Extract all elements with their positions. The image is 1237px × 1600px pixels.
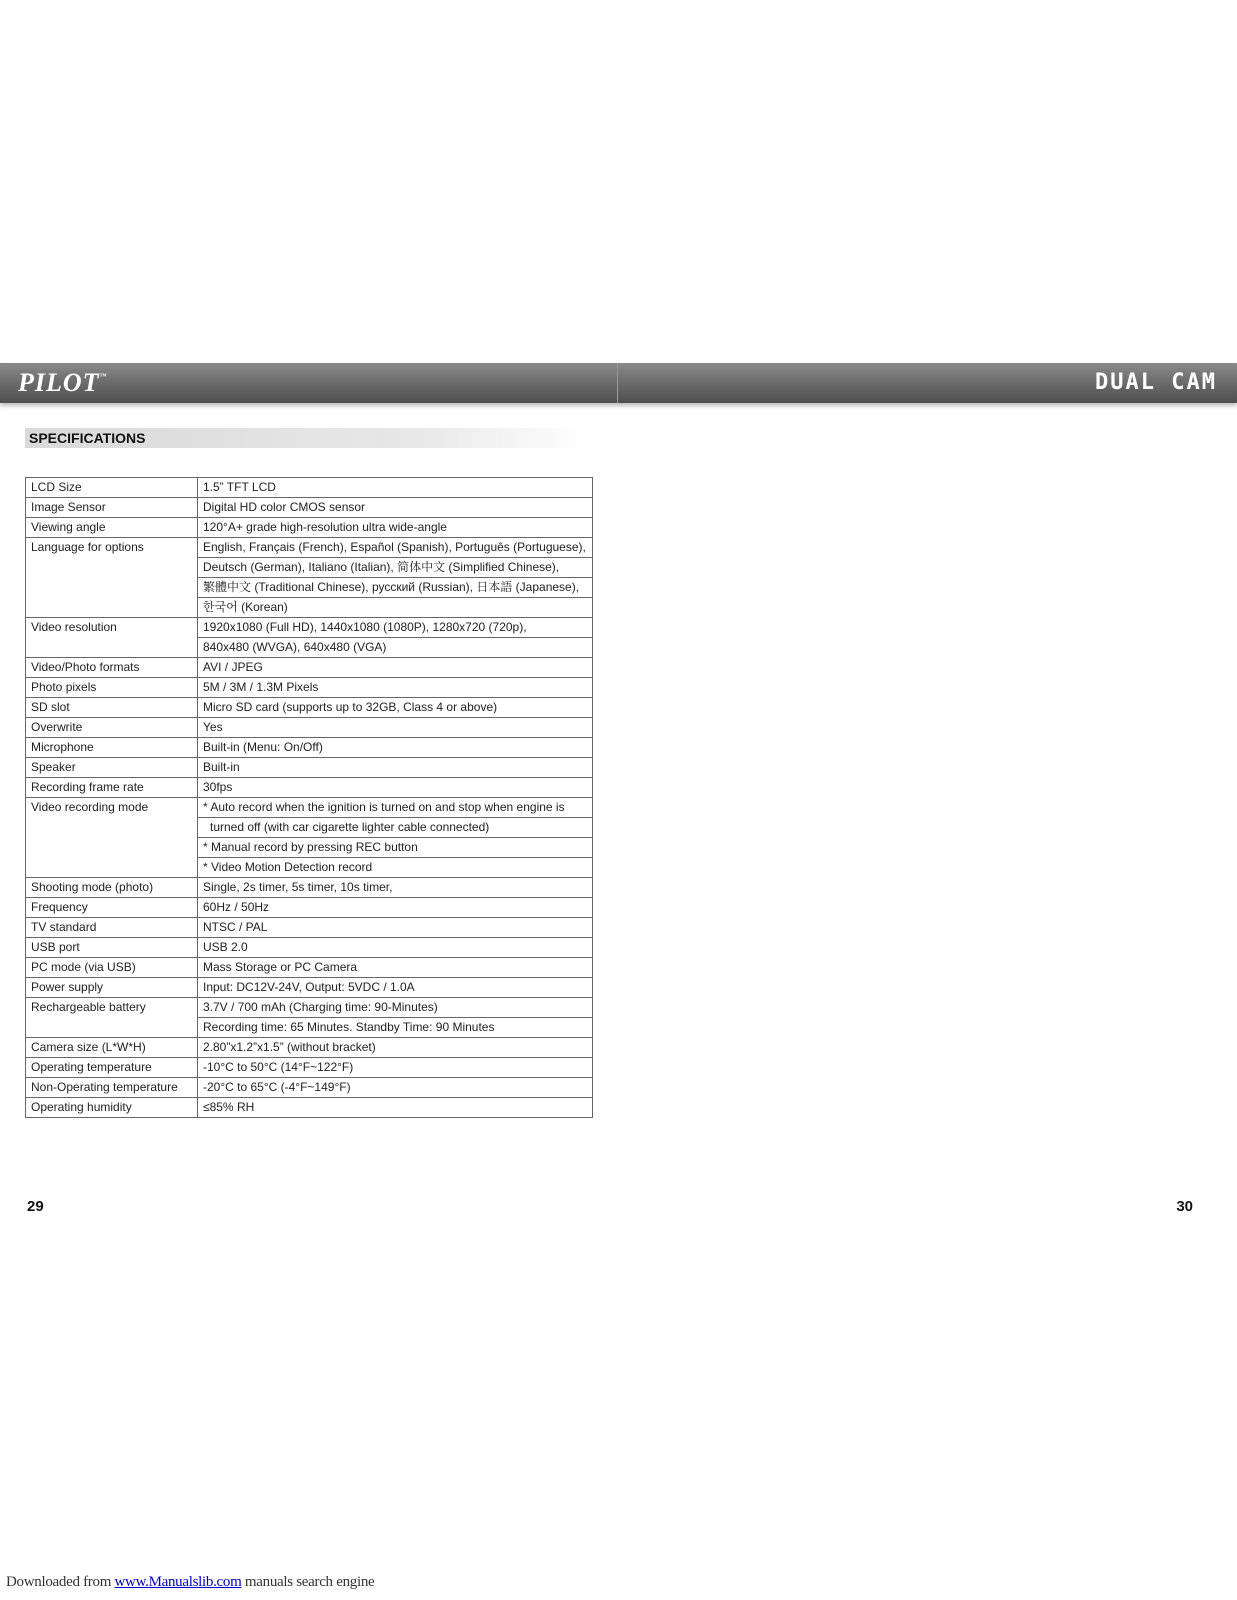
spec-value: -10°C to 50°C (14°F~122°F) bbox=[198, 1058, 593, 1078]
spec-value: 120°A+ grade high-resolution ultra wide-angle bbox=[198, 518, 593, 538]
spec-value: turned off (with car cigarette lighter cable connected) bbox=[198, 818, 593, 838]
spec-value: ≤85% RH bbox=[198, 1098, 593, 1118]
spec-value: Single, 2s timer, 5s timer, 10s timer, bbox=[198, 878, 593, 898]
table-row bbox=[26, 978, 593, 998]
spec-value: NTSC / PAL bbox=[198, 918, 593, 938]
table-row bbox=[26, 898, 593, 918]
footer-note bbox=[6, 1574, 374, 1591]
page-number-left: 29 bbox=[27, 1198, 44, 1215]
spec-label: Operating temperature bbox=[26, 1058, 198, 1078]
manualslib-link[interactable]: www.Manualslib.com bbox=[114, 1574, 242, 1590]
spec-label: Power supply bbox=[26, 978, 198, 998]
table-row bbox=[26, 698, 593, 718]
spec-value: Mass Storage or PC Camera bbox=[198, 958, 593, 978]
spec-value: 繁體中文 (Traditional Chinese), русский (Russian), 日本語 (Japanese), bbox=[198, 578, 593, 598]
spec-label: Overwrite bbox=[26, 718, 198, 738]
specifications-table bbox=[25, 477, 593, 1118]
spec-label: Speaker bbox=[26, 758, 198, 778]
spec-value: USB 2.0 bbox=[198, 938, 593, 958]
table-row bbox=[26, 1078, 593, 1098]
table-row bbox=[26, 938, 593, 958]
spec-value: English, Français (French), Español (Spanish), Português (Portuguese), bbox=[198, 538, 593, 558]
table-row bbox=[26, 538, 593, 558]
spec-value: * Video Motion Detection record bbox=[198, 858, 593, 878]
spec-label: Shooting mode (photo) bbox=[26, 878, 198, 898]
spec-value: * Manual record by pressing REC button bbox=[198, 838, 593, 858]
spec-label: LCD Size bbox=[26, 478, 198, 498]
table-row bbox=[26, 738, 593, 758]
spec-value: 30fps bbox=[198, 778, 593, 798]
spec-value: Built-in bbox=[198, 758, 593, 778]
spec-label: SD slot bbox=[26, 698, 198, 718]
spec-value: Input: DC12V-24V, Output: 5VDC / 1.0A bbox=[198, 978, 593, 998]
table-row bbox=[26, 758, 593, 778]
spec-label: Camera size (L*W*H) bbox=[26, 1038, 198, 1058]
table-row bbox=[26, 878, 593, 898]
spec-label: Video/Photo formats bbox=[26, 658, 198, 678]
table-row bbox=[26, 1058, 593, 1078]
spec-value: 한국어 (Korean) bbox=[198, 598, 593, 618]
table-row bbox=[26, 778, 593, 798]
spec-label: Image Sensor bbox=[26, 498, 198, 518]
spec-label: TV standard bbox=[26, 918, 198, 938]
header-divider bbox=[617, 363, 618, 403]
spec-label: Rechargeable battery bbox=[26, 998, 198, 1038]
table-row bbox=[26, 798, 593, 818]
spec-value: 60Hz / 50Hz bbox=[198, 898, 593, 918]
spec-value: Digital HD color CMOS sensor bbox=[198, 498, 593, 518]
spec-label: PC mode (via USB) bbox=[26, 958, 198, 978]
spec-label: Operating humidity bbox=[26, 1098, 198, 1118]
spec-value: 1920x1080 (Full HD), 1440x1080 (1080P), 1280x720 (720p), bbox=[198, 618, 593, 638]
spec-label: Video recording mode bbox=[26, 798, 198, 878]
footer-suffix: manuals search engine bbox=[241, 1574, 375, 1590]
page-number-right: 30 bbox=[1176, 1198, 1193, 1215]
spec-value: Deutsch (German), Italiano (Italian), 简体中文 (Simplified Chinese), bbox=[198, 558, 593, 578]
table-row bbox=[26, 1038, 593, 1058]
table-row bbox=[26, 958, 593, 978]
table-row bbox=[26, 918, 593, 938]
spec-value: * Auto record when the ignition is turned on and stop when engine is bbox=[198, 798, 593, 818]
spec-value: 3.7V / 700 mAh (Charging time: 90-Minutes) bbox=[198, 998, 593, 1018]
spec-value: 840x480 (WVGA), 640x480 (VGA) bbox=[198, 638, 593, 658]
table-row bbox=[26, 478, 593, 498]
pilot-logo: PILOT™ bbox=[18, 368, 108, 397]
spec-label: Recording frame rate bbox=[26, 778, 198, 798]
spec-value: 2.80”x1.2”x1.5” (without bracket) bbox=[198, 1038, 593, 1058]
spec-value: Yes bbox=[198, 718, 593, 738]
spec-label: Video resolution bbox=[26, 618, 198, 658]
spec-label: Viewing angle bbox=[26, 518, 198, 538]
spec-label: USB port bbox=[26, 938, 198, 958]
table-row bbox=[26, 1098, 593, 1118]
spec-value: Micro SD card (supports up to 32GB, Class 4 or above) bbox=[198, 698, 593, 718]
spec-label: Language for options bbox=[26, 538, 198, 618]
table-row bbox=[26, 498, 593, 518]
header-band bbox=[0, 363, 1237, 403]
table-row bbox=[26, 678, 593, 698]
spec-value: AVI / JPEG bbox=[198, 658, 593, 678]
table-row bbox=[26, 998, 593, 1018]
spec-value: Built-in (Menu: On/Off) bbox=[198, 738, 593, 758]
table-row bbox=[26, 618, 593, 638]
spec-label: Non-Operating temperature bbox=[26, 1078, 198, 1098]
spec-value: Recording time: 65 Minutes. Standby Time: 90 Minutes bbox=[198, 1018, 593, 1038]
spec-label: Frequency bbox=[26, 898, 198, 918]
spec-value: 5M / 3M / 1.3M Pixels bbox=[198, 678, 593, 698]
spec-label: Microphone bbox=[26, 738, 198, 758]
spec-value: 1.5” TFT LCD bbox=[198, 478, 593, 498]
footer-prefix: Downloaded from bbox=[6, 1574, 115, 1590]
table-row bbox=[26, 658, 593, 678]
table-row bbox=[26, 718, 593, 738]
table-row bbox=[26, 518, 593, 538]
spec-label: Photo pixels bbox=[26, 678, 198, 698]
dual-cam-logo: DUAL CAM bbox=[1095, 370, 1217, 395]
spec-value: -20°C to 65°C (-4°F~149°F) bbox=[198, 1078, 593, 1098]
section-title: SPECIFICATIONS bbox=[25, 428, 587, 448]
